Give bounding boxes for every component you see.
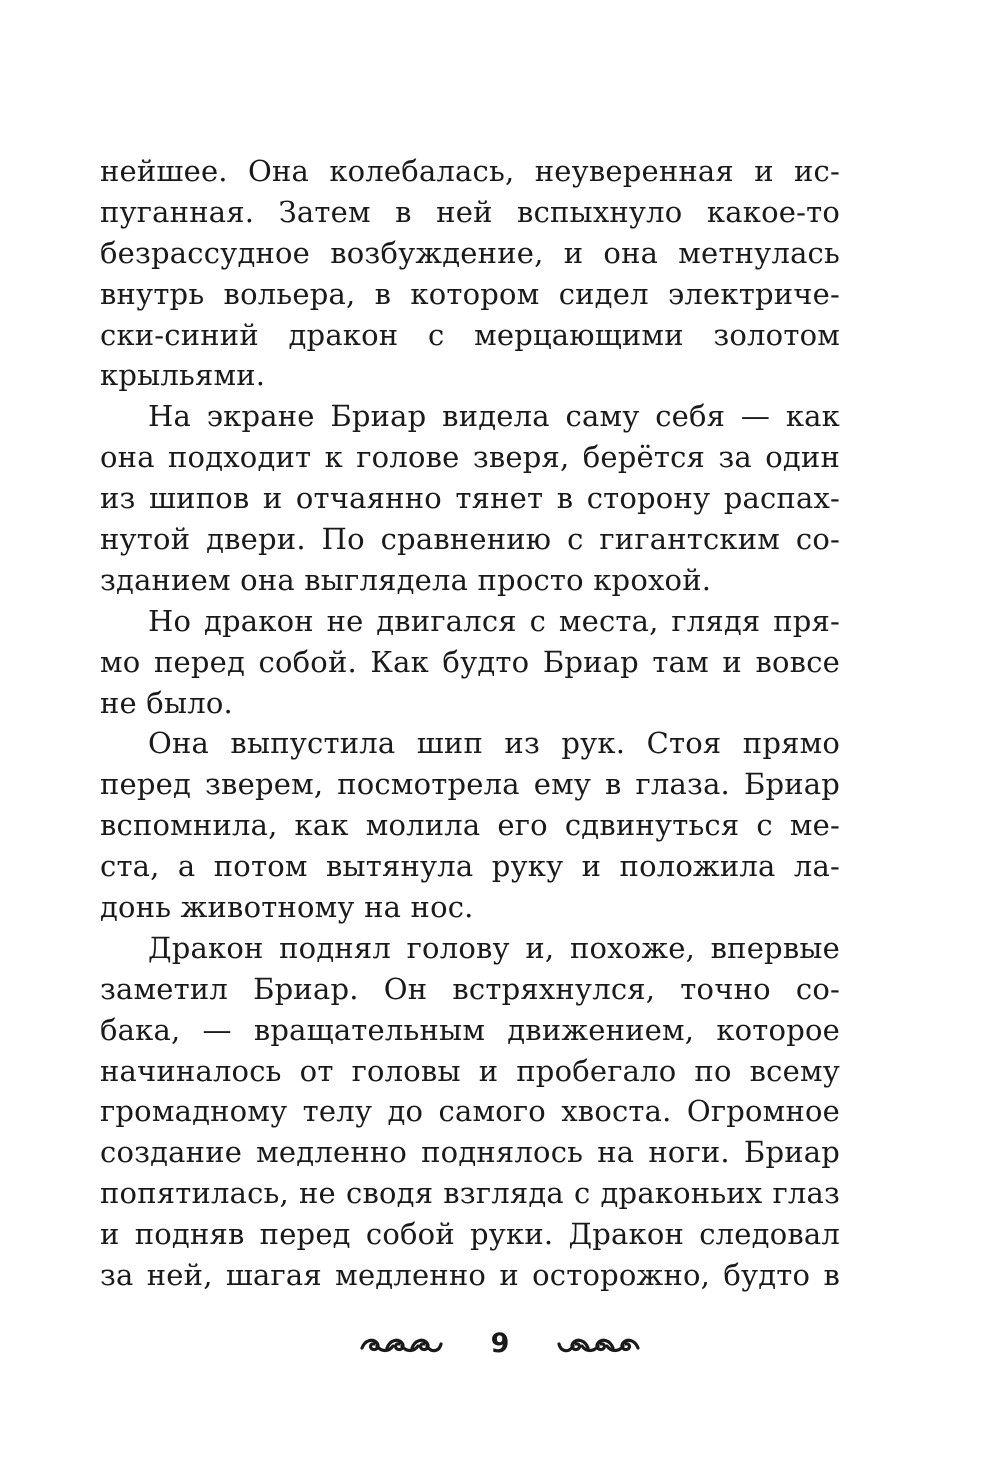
paragraph bbox=[100, 928, 840, 1296]
text-line: донь животному на нос. bbox=[100, 890, 474, 925]
text-line: вспомнила, как молила его сдвинуться с ме- bbox=[100, 808, 840, 843]
text-line: крыльями. bbox=[100, 358, 266, 393]
text-line: и подняв перед собой руки. Дракон следовал bbox=[100, 1217, 840, 1252]
page-number: 9 bbox=[490, 1327, 510, 1359]
text-line: громадному телу до самого хвоста. Огромное bbox=[100, 1094, 840, 1129]
text-line: заметил Бриар. Он встряхнулся, точно со- bbox=[100, 971, 840, 1006]
text-line: ста, а потом вытянула руку и положила ла- bbox=[100, 849, 840, 884]
paragraph bbox=[100, 396, 840, 600]
paragraph bbox=[100, 151, 840, 396]
text-line: На экране Бриар видела саму себя — как bbox=[148, 399, 840, 434]
text-line: попятилась, не сводя взгляда с драконьих глаз bbox=[100, 1176, 840, 1211]
page-footer bbox=[0, 1318, 1000, 1368]
text-line: начиналось от головы и пробегало по всему bbox=[100, 1053, 840, 1088]
text-line: Дракон поднял голову и, похоже, впервые bbox=[148, 930, 840, 965]
text-line: она подходит к голове зверя, берётся за один bbox=[100, 440, 840, 475]
paragraph bbox=[100, 601, 840, 724]
text-line: нейшее. Она колебалась, неуверенная и ис- bbox=[100, 154, 840, 188]
body-text bbox=[100, 151, 840, 1296]
text-line: пуганная. Затем в ней вспыхнуло какое-то bbox=[100, 194, 840, 229]
text-line: из шипов и отчаянно тянет в сторону распах- bbox=[100, 481, 840, 516]
text-line: за ней, шагая медленно и осторожно, будто в bbox=[100, 1258, 840, 1293]
text-line: нутой двери. По сравнению с гигантским со- bbox=[100, 522, 840, 557]
text-line: перед зверем, посмотрела ему в глаза. Бриар bbox=[100, 767, 840, 802]
paragraph bbox=[100, 723, 840, 927]
text-line: не было. bbox=[100, 685, 233, 720]
text-line: бака, — вращательным движением, которое bbox=[100, 1012, 840, 1047]
text-line: ски-синий дракон с мерцающими золотом bbox=[100, 317, 840, 352]
scroll-wave-ornament-icon bbox=[359, 1328, 443, 1358]
text-line: создание медленно поднялось на ноги. Бриар bbox=[100, 1135, 840, 1170]
text-line: зданием она выглядела просто крохой. bbox=[100, 562, 712, 597]
text-line: мо перед собой. Как будто Бриар там и вовсе bbox=[100, 644, 840, 679]
text-line: Она выпустила шип из рук. Стоя прямо bbox=[148, 726, 840, 761]
text-line: безрассудное возбуждение, и она метнулась bbox=[100, 235, 840, 270]
scroll-wave-ornament-icon bbox=[557, 1328, 641, 1358]
text-line: внутрь вольера, в котором сидел электриче- bbox=[100, 276, 840, 311]
text-line: Но дракон не двигался с места, глядя пря- bbox=[148, 603, 840, 638]
